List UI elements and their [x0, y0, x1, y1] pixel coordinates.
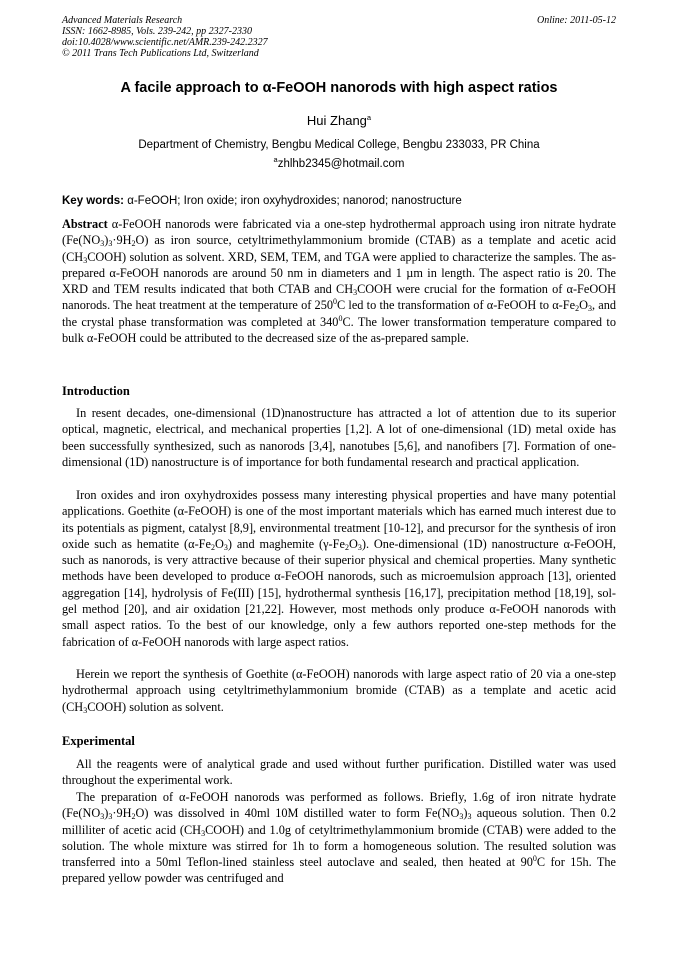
abstract-text: C. The lower transformation temperature compared to bulk α-FeOOH could be attributed to the decreased size of the as-prepared sample. — [62, 314, 616, 346]
paragraph-text: O — [214, 536, 224, 551]
subscript: 3 — [108, 812, 113, 822]
abstract-text: C led to the transformation of α-FeOOH to α-Fe — [337, 298, 576, 313]
author-name: Hui Zhang — [306, 113, 367, 128]
introduction-paragraph-3 — [62, 666, 616, 715]
introduction-paragraph-2 — [62, 487, 616, 650]
journal-name: Advanced Materials Research — [62, 15, 183, 26]
abstract-text: , and the crystal phase transformation was completed at 340 — [62, 298, 616, 329]
experimental-paragraph-2 — [62, 789, 616, 887]
paragraph-text: ) and maghemite (γ-Fe — [227, 536, 345, 551]
issn-line: ISSN: 1662-8985, Vols. 239-242, pp 2327-2330 — [62, 26, 252, 37]
abstract-text: ·9H — [112, 233, 132, 248]
paper-title: A facile approach to α-FeOOH nanorods with high aspect ratios — [120, 80, 558, 96]
paragraph-text: ) — [104, 806, 109, 821]
abstract-label: Abstract — [62, 217, 108, 231]
abstract-text: α-FeOOH nanorods were fabricated via a one-step hydrothermal approach using iron nitrate hydrate (Fe(NO — [62, 217, 616, 248]
superscript: 0 — [338, 313, 343, 323]
subscript: 2 — [131, 239, 136, 249]
paragraph-text: aqueous solution. Then 0.2 milliliter of acetic acid (CH — [62, 806, 616, 837]
paragraph-text: O) was dissolved in 40ml 10M distilled water to form Fe(NO — [135, 806, 460, 821]
subscript: 2 — [210, 542, 215, 552]
paragraph-text: O — [348, 536, 358, 551]
paragraph-text: COOH) and 1.0g of cetyltrimethylammonium bromide (CTAB) were added to the solution. The whole mixture was stirred for 1h to form a homogeneous solution. The resulted solution was transferred into a 50ml Teflon-lined stainless steel autoclave and sealed, then heated at 90 — [62, 822, 616, 870]
subscript: 3 — [108, 239, 113, 249]
abstract-text: O — [579, 298, 588, 313]
subscript: 3 — [201, 828, 206, 838]
experimental-paragraph-1: All the reagents were of analytical grade and used without further purification. Distilled water was used throughout the experimental work. — [62, 757, 616, 788]
subscript: 3 — [83, 705, 88, 715]
paragraph-text: COOH) solution as solvent. — [87, 699, 224, 714]
paragraph-text: C for 15h. The prepared yellow powder was centrifuged and — [62, 855, 616, 886]
abstract-text: COOH) solution as solvent. XRD, SEM, TEM, and TGA were applied to characterize the samples. The as-prepared α-FeOOH nanorods are around 50 nm in diameters and 1 µm in length. The aspect ratio is 20. The XRD and TEM results indicated that both CTAB and CH — [62, 249, 616, 297]
introduction-heading: Introduction — [62, 384, 130, 398]
abstract-text: COOH were crucial for the formation of α-FeOOH nanorods. The heat treatment at the temperature of 250 — [62, 282, 616, 313]
author-mark: a — [366, 113, 372, 122]
subscript: 3 — [587, 304, 592, 314]
paragraph-text: ) — [463, 806, 468, 821]
paragraph-text: Iron oxides and iron oxyhydroxides possess many interesting physical properties and have many potential applications. Goethite (α-FeOOH) is one of the most important materials which has earned much interest due to its potentials as pigment, catalyst [8,9], environmental treatment [10-12], and precursor for the synthesis of iron oxide such as hematite (α-Fe — [62, 488, 616, 551]
online-date: Online: 2011-05-12 — [537, 15, 616, 26]
subscript: 3 — [100, 812, 105, 822]
superscript: 0 — [532, 854, 537, 864]
email-line — [62, 155, 616, 170]
email-address: zhlhb2345@hotmail.com — [277, 158, 405, 170]
keywords-label: Key words: — [62, 195, 124, 207]
subscript: 2 — [575, 304, 580, 314]
author-line — [62, 113, 616, 128]
subscript: 2 — [344, 542, 349, 552]
subscript: 3 — [223, 542, 228, 552]
paragraph-text: The preparation of α-FeOOH nanorods was performed as follows. Briefly, 1.6g of iron nitrate hydrate (Fe(NO — [62, 790, 616, 821]
paragraph-text: Herein we report the synthesis of Goethite (α-FeOOH) nanorods with large aspect ratio of 20 via a one-step hydrothermal approach using cetyltrimethylammonium bromide (CTAB) as a template and acetic acid (CH — [62, 667, 616, 714]
doi-line: doi:10.4028/www.scientific.net/AMR.239-242.2327 — [62, 37, 268, 48]
affiliation: Department of Chemistry, Bengbu Medical College, Bengbu 233033, PR China — [138, 139, 540, 151]
introduction-paragraph-1: In resent decades, one-dimensional (1D)nanostructure has attracted a lot of attention due to its superior optical, magnetic, electrical, and mechanical properties [1,2]. A lot of one-dimensional (1D) metal oxide has been successfully synthesized, such as nanorods [3,4], nanotubes [5,6], and nanofibers [7]. Formation of one-dimensional (1D) nanostructure is of importance for both fundamental research and practical application. — [62, 406, 616, 469]
keywords-text: α-FeOOH; Iron oxide; iron oxyhydroxides; nanorod; nanostructure — [124, 195, 462, 207]
paragraph-text: ). One-dimensional (1D) nanostructure α-FeOOH, such as nanorods, is very attractive because of their superior physical and chemical properties. Many synthetic methods have been developed to produce α-FeOOH nanorods, such as microemulsion approach [13], oriented aggregation [14], hydrolysis of Fe(III) [15], hydrothermal synthesis [16,17], precipitation method [18,19], sol-gel method [20], and air oxidation [21,22]. However, most methods only produce α-FeOOH nanorods with small aspect ratios. To the best of our knowledge, only a few authors reported one-step methods for the fabrication of α-FeOOH nanorods with large aspect ratios. — [62, 536, 616, 649]
paragraph-text: ·9H — [112, 806, 132, 821]
keywords — [62, 195, 616, 207]
subscript: 3 — [459, 812, 464, 822]
copyright-line: © 2011 Trans Tech Publications Ltd, Switzerland — [62, 48, 259, 59]
experimental-heading: Experimental — [62, 734, 135, 748]
subscript: 3 — [100, 239, 105, 249]
journal-header — [62, 15, 616, 59]
abstract-text: ) — [104, 233, 109, 248]
subscript: 3 — [357, 542, 362, 552]
abstract — [62, 216, 616, 346]
subscript: 3 — [83, 255, 88, 265]
abstract-text: O) as iron source, cetyltrimethylammonium bromide (CTAB) as a template and acetic acid (CH — [62, 233, 616, 264]
subscript: 2 — [131, 812, 136, 822]
subscript: 3 — [467, 812, 472, 822]
superscript: 0 — [333, 297, 337, 307]
subscript: 3 — [353, 288, 358, 298]
email-mark: a — [273, 155, 278, 164]
